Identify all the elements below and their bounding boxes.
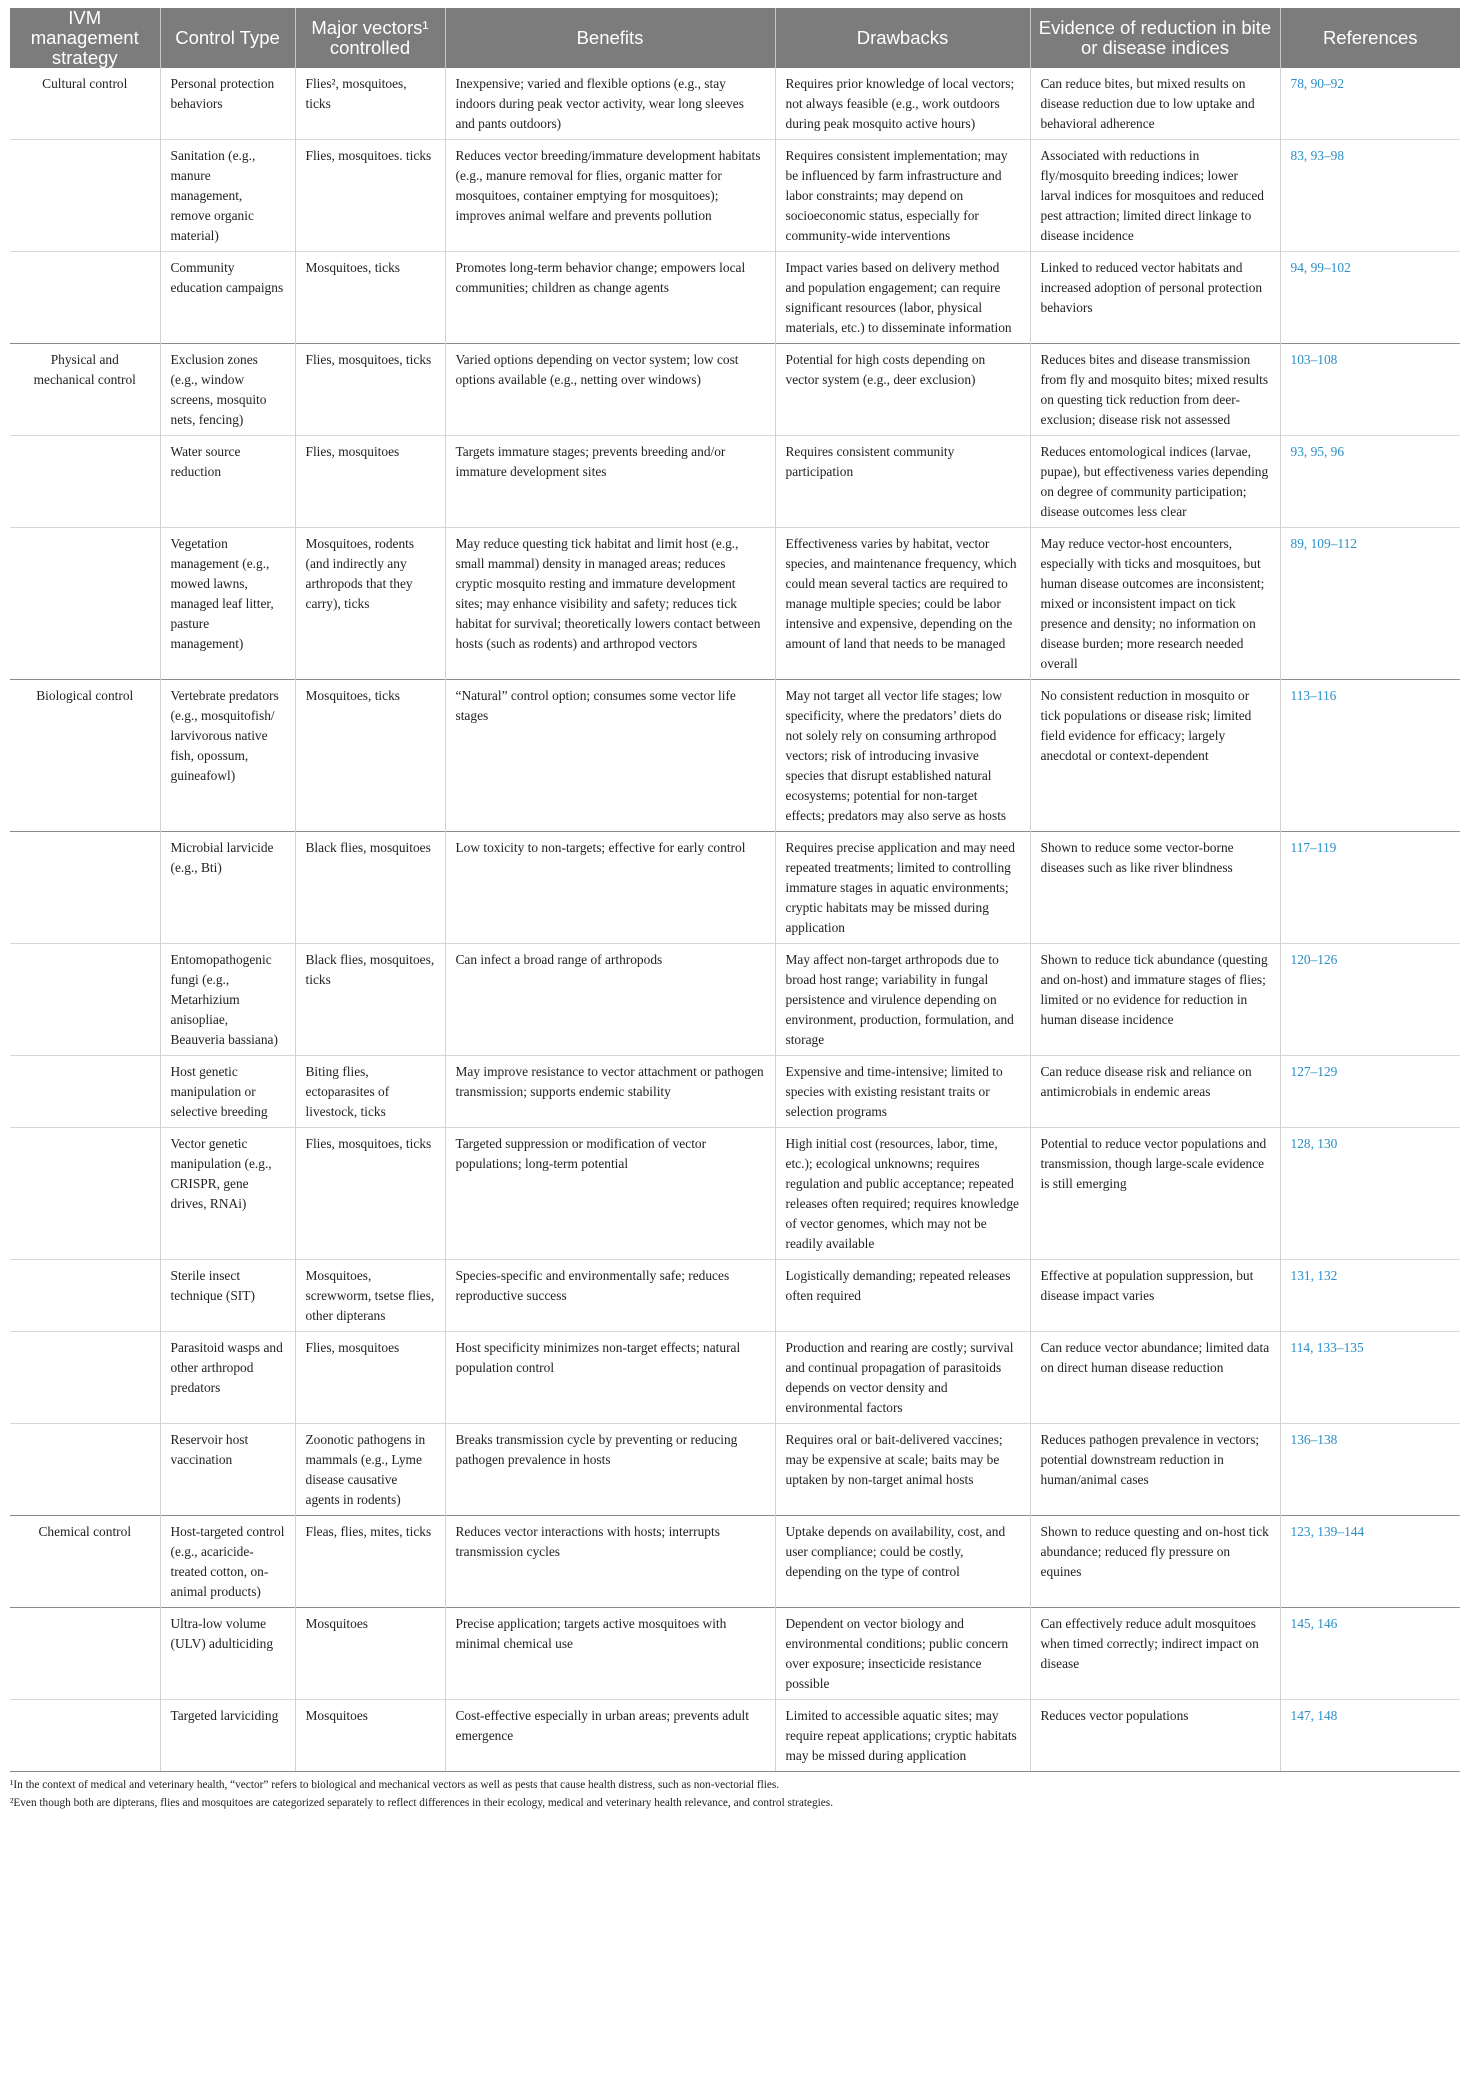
reference-link[interactable]: 120–126: [1290, 952, 1338, 967]
header-evidence: Evidence of reduction in bite or disease indices: [1030, 8, 1280, 68]
cell-strategy: [10, 1128, 160, 1260]
cell-strategy: [10, 436, 160, 528]
cell-evidence: Reduces vector populations: [1030, 1700, 1280, 1772]
cell-benefits: Reduces vector breeding/immature development habitats (e.g., manure removal for flies, organic matter for mosquitoes, container emptying for mosquitoes); improves animal welfare and prevents pollution: [445, 140, 775, 252]
cell-major-vectors: Flies, mosquitoes: [295, 436, 445, 528]
reference-link[interactable]: 147, 148: [1290, 1708, 1338, 1723]
cell-major-vectors: Flies, mosquitoes. ticks: [295, 140, 445, 252]
table-row: [10, 680, 1460, 832]
cell-benefits: Low toxicity to non-targets; effective for early control: [445, 832, 775, 944]
reference-link[interactable]: 131, 132: [1290, 1268, 1338, 1283]
cell-drawbacks: Requires oral or bait-delivered vaccines; may be expensive at scale; baits may be uptaken by non-target animal hosts: [775, 1424, 1030, 1516]
cell-benefits: Can infect a broad range of arthropods: [445, 944, 775, 1056]
cell-drawbacks: Requires precise application and may need repeated treatments; limited to controlling immature stages in aquatic environments; cryptic habitats may be missed during application: [775, 832, 1030, 944]
cell-drawbacks: Limited to accessible aquatic sites; may require repeat applications; cryptic habitats may be missed during application: [775, 1700, 1030, 1772]
cell-evidence: May reduce vector-host encounters, especially with ticks and mosquitoes, but human disease outcomes are inconsistent; mixed or inconsistent impact on tick presence and density; no information on disease burden; more research needed overall: [1030, 528, 1280, 680]
cell-control-type: Exclusion zones (e.g., window screens, mosquito nets, fencing): [160, 344, 295, 436]
cell-control-type: Vertebrate predators (e.g., mosquitofish/ larvivorous native fish, opossum, guineafowl): [160, 680, 295, 832]
cell-strategy: Physical and mechanical control: [10, 344, 160, 436]
reference-link[interactable]: 123, 139–144: [1290, 1524, 1365, 1539]
cell-major-vectors: Black flies, mosquitoes, ticks: [295, 944, 445, 1056]
cell-major-vectors: Biting flies, ectoparasites of livestock, ticks: [295, 1056, 445, 1128]
cell-evidence: No consistent reduction in mosquito or tick populations or disease risk; limited field evidence for efficacy; largely anecdotal or context-dependent: [1030, 680, 1280, 832]
reference-link[interactable]: 128, 130: [1290, 1136, 1338, 1151]
table-row: [10, 252, 1460, 344]
cell-references: [1280, 344, 1460, 436]
cell-control-type: Vector genetic manipulation (e.g., CRISPR, gene drives, RNAi): [160, 1128, 295, 1260]
cell-benefits: Promotes long-term behavior change; empowers local communities; children as change agents: [445, 252, 775, 344]
table-body: [10, 68, 1460, 1772]
cell-control-type: Entomopathogenic fungi (e.g., Metarhizium anisopliae, Beauveria bassiana): [160, 944, 295, 1056]
reference-link[interactable]: 136–138: [1290, 1432, 1338, 1447]
cell-strategy: [10, 252, 160, 344]
cell-drawbacks: Requires consistent community participation: [775, 436, 1030, 528]
cell-drawbacks: May not target all vector life stages; low specificity, where the predators’ diets do not solely rely on consuming arthropod vectors; risk of introducing invasive species that disrupt established natural ecosystems; potential for non-target effects; predators may also serve as hosts: [775, 680, 1030, 832]
table-row: [10, 1700, 1460, 1772]
cell-control-type: Ultra-low volume (ULV) adulticiding: [160, 1608, 295, 1700]
cell-drawbacks: Requires prior knowledge of local vectors; not always feasible (e.g., work outdoors during peak mosquito active hours): [775, 68, 1030, 140]
cell-evidence: Reduces pathogen prevalence in vectors; potential downstream reduction in human/animal cases: [1030, 1424, 1280, 1516]
reference-link[interactable]: 127–129: [1290, 1064, 1338, 1079]
cell-control-type: Vegetation management (e.g., mowed lawns, managed leaf litter, pasture management): [160, 528, 295, 680]
cell-evidence: Shown to reduce some vector-borne diseases such as like river blindness: [1030, 832, 1280, 944]
reference-link[interactable]: 93, 95, 96: [1290, 444, 1345, 459]
cell-benefits: Precise application; targets active mosquitoes with minimal chemical use: [445, 1608, 775, 1700]
header-strategy: IVM management strategy: [10, 8, 160, 68]
cell-strategy: [10, 1424, 160, 1516]
cell-strategy: Biological control: [10, 680, 160, 832]
cell-drawbacks: Logistically demanding; repeated releases often required: [775, 1260, 1030, 1332]
cell-evidence: Can reduce bites, but mixed results on disease reduction due to low uptake and behavioral adherence: [1030, 68, 1280, 140]
cell-control-type: Community education campaigns: [160, 252, 295, 344]
reference-link[interactable]: 117–119: [1290, 840, 1337, 855]
cell-major-vectors: Zoonotic pathogens in mammals (e.g., Lyme disease causative agents in rodents): [295, 1424, 445, 1516]
table-row: [10, 140, 1460, 252]
table-row: [10, 1128, 1460, 1260]
reference-link[interactable]: 145, 146: [1290, 1616, 1338, 1631]
cell-references: [1280, 1700, 1460, 1772]
cell-evidence: Shown to reduce questing and on-host tick abundance; reduced fly pressure on equines: [1030, 1516, 1280, 1608]
cell-benefits: Varied options depending on vector system; low cost options available (e.g., netting over windows): [445, 344, 775, 436]
cell-strategy: [10, 832, 160, 944]
cell-references: [1280, 252, 1460, 344]
cell-references: [1280, 528, 1460, 680]
reference-link[interactable]: 113–116: [1290, 688, 1337, 703]
cell-references: [1280, 140, 1460, 252]
cell-drawbacks: May affect non-target arthropods due to broad host range; variability in fungal persistence and virulence depending on environment, production, formulation, and storage: [775, 944, 1030, 1056]
cell-major-vectors: Black flies, mosquitoes: [295, 832, 445, 944]
cell-major-vectors: Flies, mosquitoes: [295, 1332, 445, 1424]
table-row: [10, 944, 1460, 1056]
cell-major-vectors: Flies, mosquitoes, ticks: [295, 1128, 445, 1260]
reference-link[interactable]: 83, 93–98: [1290, 148, 1345, 163]
cell-references: [1280, 1128, 1460, 1260]
cell-control-type: Personal protection behaviors: [160, 68, 295, 140]
cell-control-type: Sanitation (e.g., manure management, remove organic material): [160, 140, 295, 252]
cell-references: [1280, 680, 1460, 832]
cell-drawbacks: Potential for high costs depending on vector system (e.g., deer exclusion): [775, 344, 1030, 436]
cell-drawbacks: Expensive and time-intensive; limited to species with existing resistant traits or selection programs: [775, 1056, 1030, 1128]
cell-references: [1280, 1424, 1460, 1516]
header-drawbacks: Drawbacks: [775, 8, 1030, 68]
table-row: [10, 436, 1460, 528]
cell-references: [1280, 436, 1460, 528]
footnote-1: ¹In the context of medical and veterinary health, “vector” refers to biological and mechanical vectors as well as pests that cause health distress, such as non-vectorial flies.: [10, 1779, 780, 1791]
cell-strategy: [10, 528, 160, 680]
cell-control-type: Host-targeted control (e.g., acaricide-treated cotton, on-animal products): [160, 1516, 295, 1608]
reference-link[interactable]: 94, 99–102: [1290, 260, 1351, 275]
cell-benefits: May reduce questing tick habitat and limit host (e.g., small mammal) density in managed areas; reduces cryptic mosquito resting and immature development sites; may enhance visibility and safety; reduces tick habitat for survival; theoretically lowers contact between hosts (such as rodents) and arthropod vectors: [445, 528, 775, 680]
cell-references: [1280, 1332, 1460, 1424]
reference-link[interactable]: 78, 90–92: [1290, 76, 1345, 91]
cell-references: [1280, 832, 1460, 944]
cell-major-vectors: Mosquitoes: [295, 1700, 445, 1772]
cell-benefits: Targets immature stages; prevents breeding and/or immature development sites: [445, 436, 775, 528]
cell-benefits: Breaks transmission cycle by preventing or reducing pathogen prevalence in hosts: [445, 1424, 775, 1516]
cell-drawbacks: Dependent on vector biology and environmental conditions; public concern over exposure; insecticide resistance possible: [775, 1608, 1030, 1700]
header-major-vectors: Major vectors¹ controlled: [295, 8, 445, 68]
cell-strategy: Cultural control: [42, 76, 128, 91]
table-row: [10, 1332, 1460, 1424]
cell-drawbacks: Impact varies based on delivery method and population engagement; can require significant resources (labor, physical materials, etc.) to disseminate information: [775, 252, 1030, 344]
cell-major-vectors: Mosquitoes: [295, 1608, 445, 1700]
cell-major-vectors: Mosquitoes, screwworm, tsetse flies, other dipterans: [295, 1260, 445, 1332]
cell-references: [1280, 1056, 1460, 1128]
cell-benefits: Reduces vector interactions with hosts; interrupts transmission cycles: [445, 1516, 775, 1608]
cell-evidence: Reduces entomological indices (larvae, pupae), but effectiveness varies depending on degree of community participation; disease outcomes less clear: [1030, 436, 1280, 528]
table-row: [10, 1260, 1460, 1332]
cell-major-vectors: Mosquitoes, ticks: [295, 252, 445, 344]
table-row: [10, 1424, 1460, 1516]
cell-benefits: Host specificity minimizes non-target effects; natural population control: [445, 1332, 775, 1424]
cell-drawbacks: Uptake depends on availability, cost, and user compliance; could be costly, depending on the type of control: [775, 1516, 1030, 1608]
cell-references: [1280, 944, 1460, 1056]
document-page: [10, 8, 1460, 1812]
cell-control-type: Reservoir host vaccination: [160, 1424, 295, 1516]
cell-control-type: Microbial larvicide (e.g., Bti): [160, 832, 295, 944]
header-references: References: [1280, 8, 1460, 68]
cell-strategy: [10, 1700, 160, 1772]
cell-benefits: “Natural” control option; consumes some vector life stages: [445, 680, 775, 832]
table-row: [10, 1516, 1460, 1608]
cell-control-type: Targeted larviciding: [160, 1700, 295, 1772]
cell-control-type: Water source reduction: [160, 436, 295, 528]
footnotes: [10, 1776, 1460, 1812]
table-row: [10, 68, 1460, 140]
cell-strategy: [10, 944, 160, 1056]
table-row: [10, 528, 1460, 680]
cell-evidence: Associated with reductions in fly/mosquito breeding indices; lower larval indices for mosquitoes and reduced pest attraction; limited direct linkage to disease incidence: [1030, 140, 1280, 252]
cell-benefits: Inexpensive; varied and flexible options (e.g., stay indoors during peak vector activity, wear long sleeves and pants outdoors): [445, 68, 775, 140]
table-header-row: [10, 8, 1460, 68]
cell-control-type: Parasitoid wasps and other arthropod predators: [160, 1332, 295, 1424]
cell-references: [1280, 1516, 1460, 1608]
cell-control-type: Sterile insect technique (SIT): [160, 1260, 295, 1332]
reference-link[interactable]: 89, 109–112: [1290, 536, 1357, 551]
cell-references: [1280, 1260, 1460, 1332]
cell-drawbacks: Requires consistent implementation; may be influenced by farm infrastructure and labor constraints; may depend on socioeconomic status, especially for community-wide interventions: [775, 140, 1030, 252]
cell-evidence: Linked to reduced vector habitats and increased adoption of personal protection behaviors: [1030, 252, 1280, 344]
cell-references: [1280, 68, 1460, 140]
reference-link[interactable]: 114, 133–135: [1290, 1340, 1364, 1355]
cell-strategy: [10, 1260, 160, 1332]
reference-link[interactable]: 103–108: [1290, 352, 1338, 367]
header-benefits: Benefits: [445, 8, 775, 68]
cell-benefits: Cost-effective especially in urban areas; prevents adult emergence: [445, 1700, 775, 1772]
cell-drawbacks: High initial cost (resources, labor, time, etc.); ecological unknowns; requires regulation and public acceptance; repeated releases often required; requires knowledge of vector genomes, which may not be readily available: [775, 1128, 1030, 1260]
cell-strategy: [10, 1056, 160, 1128]
table-row: [10, 1608, 1460, 1700]
table-row: [10, 1056, 1460, 1128]
cell-evidence: Can effectively reduce adult mosquitoes when timed correctly; indirect impact on disease: [1030, 1608, 1280, 1700]
cell-references: [1280, 1608, 1460, 1700]
header-control-type: Control Type: [160, 8, 295, 68]
cell-strategy: Chemical control: [10, 1516, 160, 1608]
cell-evidence: Can reduce disease risk and reliance on antimicrobials in endemic areas: [1030, 1056, 1280, 1128]
cell-evidence: Effective at population suppression, but disease impact varies: [1030, 1260, 1280, 1332]
cell-strategy: [10, 140, 160, 252]
cell-major-vectors: Flies², mosquitoes, ticks: [295, 68, 445, 140]
cell-benefits: Targeted suppression or modification of vector populations; long-term potential: [445, 1128, 775, 1260]
table-row: [10, 344, 1460, 436]
cell-major-vectors: Fleas, flies, mites, ticks: [295, 1516, 445, 1608]
cell-evidence: Shown to reduce tick abundance (questing and on-host) and immature stages of flies; limited or no evidence for reduction in human disease incidence: [1030, 944, 1280, 1056]
cell-major-vectors: Mosquitoes, rodents (and indirectly any arthropods that they carry), ticks: [295, 528, 445, 680]
cell-strategy: [10, 1332, 160, 1424]
footnote-2: ²Even though both are dipterans, flies and mosquitoes are categorized separately to reflect differences in their ecology, medical and veterinary health relevance, and control strategies.: [10, 1797, 834, 1809]
ivm-strategy-table: [10, 8, 1460, 1772]
cell-strategy: [10, 1608, 160, 1700]
cell-major-vectors: Mosquitoes, ticks: [295, 680, 445, 832]
cell-evidence: Can reduce vector abundance; limited data on direct human disease reduction: [1030, 1332, 1280, 1424]
cell-drawbacks: Production and rearing are costly; survival and continual propagation of parasitoids depends on vector density and environmental factors: [775, 1332, 1030, 1424]
cell-drawbacks: Effectiveness varies by habitat, vector species, and maintenance frequency, which could mean several tactics are required to manage multiple species; could be labor intensive and expensive, depending on the amount of land that needs to be managed: [775, 528, 1030, 680]
cell-benefits: May improve resistance to vector attachment or pathogen transmission; supports endemic stability: [445, 1056, 775, 1128]
table-row: [10, 832, 1460, 944]
cell-evidence: Potential to reduce vector populations and transmission, though large-scale evidence is still emerging: [1030, 1128, 1280, 1260]
cell-major-vectors: Flies, mosquitoes, ticks: [295, 344, 445, 436]
cell-control-type: Host genetic manipulation or selective breeding: [160, 1056, 295, 1128]
cell-benefits: Species-specific and environmentally safe; reduces reproductive success: [445, 1260, 775, 1332]
cell-evidence: Reduces bites and disease transmission from fly and mosquito bites; mixed results on questing tick reduction from deer-exclusion; disease risk not assessed: [1030, 344, 1280, 436]
